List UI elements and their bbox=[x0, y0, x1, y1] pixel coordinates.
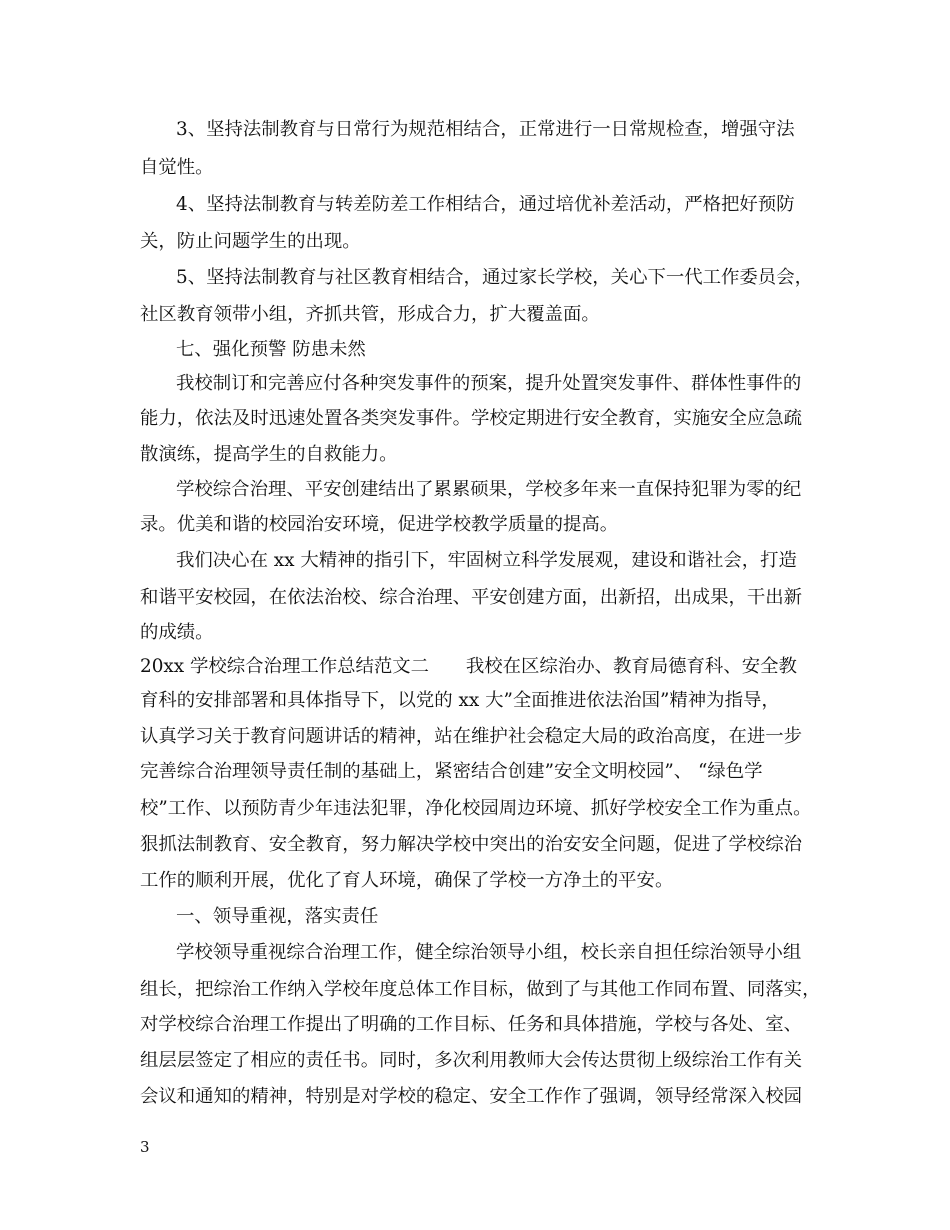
text-line: 完善综合治理领导责任制的基础上，紧密结合创建”安全文明校园”、 “绿色学 bbox=[140, 761, 763, 782]
text-line: 我们决心在 xx 大精神的指引下，牢固树立科学发展观，建设和谐社会，打造 bbox=[176, 550, 797, 571]
text-line: 校”工作、以预防青少年违法犯罪，净化校园周边环境、抓好学校安全工作为重点。 bbox=[140, 798, 812, 819]
text-line: 散演练，提高学生的自救能力。 bbox=[140, 444, 398, 465]
text-line: 和谐平安校园，在依法治校、综合治理、平安创建方面，出新招，出成果，干出新 bbox=[140, 587, 803, 608]
text-line: 20xx 学校综合治理工作总结范文二 我校在区综治办、教育局德育科、安全教 bbox=[140, 656, 797, 677]
text-line: 学校综合治理、平安创建结出了累累硕果，学校多年来一直保持犯罪为零的纪 bbox=[176, 479, 802, 500]
text-line: 工作的顺利开展，优化了育人环境，确保了学校一方净土的平安。 bbox=[140, 870, 674, 891]
text-line: 4、坚持法制教育与转差防差工作相结合，通过培优补差活动，严格把好预防 bbox=[176, 194, 795, 215]
text-line: 5、坚持法制教育与社区教育相结合，通过家长学校，关心下一代工作委员会， bbox=[176, 267, 813, 288]
section-heading: 一、领导重视，落实责任 bbox=[176, 906, 379, 927]
text-line: 育科的安排部署和具体指导下，以党的 xx 大”全面推进依法治国”精神为指导， bbox=[140, 690, 780, 711]
text-line: 认真学习关于教育问题讲话的精神，站在维护社会稳定大局的政治高度，在进一步 bbox=[140, 726, 803, 747]
text-line: 学校领导重视综合治理工作，健全综治领导小组，校长亲自担任综治领导小组 bbox=[176, 942, 802, 963]
text-line: 录。优美和谐的校园治安环境，促进学校教学质量的提高。 bbox=[140, 514, 619, 535]
page-number: 3 bbox=[140, 1138, 150, 1156]
text-line: 能力，依法及时迅速处置各类突发事件。学校定期进行安全教育，实施安全应急疏 bbox=[140, 408, 803, 429]
text-line: 社区教育领带小组，齐抓共管，形成合力，扩大覆盖面。 bbox=[140, 304, 600, 325]
text-line: 狠抓法制教育、安全教育，努力解决学校中突出的治安安全问题，促进了学校综治 bbox=[140, 834, 803, 855]
text-line: 自觉性。 bbox=[140, 157, 214, 178]
text-line: 组长，把综治工作纳入学校年度总体工作目标，做到了与其他工作同布置、同落实， bbox=[140, 979, 821, 1000]
text-line: 关，防止问题学生的出现。 bbox=[140, 231, 361, 252]
text-line: 我校制订和完善应付各种突发事件的预案，提升处置突发事件、群体性事件的 bbox=[176, 373, 802, 394]
text-line: 对学校综合治理工作提出了明确的工作目标、任务和具体措施，学校与各处、室、 bbox=[140, 1014, 803, 1035]
section-heading: 七、强化预警 防患未然 bbox=[176, 339, 366, 360]
text-line: 组层层签定了相应的责任书。同时，多次利用教师大会传达贯彻上级综治工作有关 bbox=[140, 1050, 803, 1071]
text-line: 会议和通知的精神，特别是对学校的稳定、安全工作作了强调，领导经常深入校园 bbox=[140, 1086, 803, 1107]
text-line: 的成绩。 bbox=[140, 622, 214, 643]
text-line: 3、坚持法制教育与日常行为规范相结合，正常进行一日常规检查，增强守法 bbox=[176, 119, 795, 140]
